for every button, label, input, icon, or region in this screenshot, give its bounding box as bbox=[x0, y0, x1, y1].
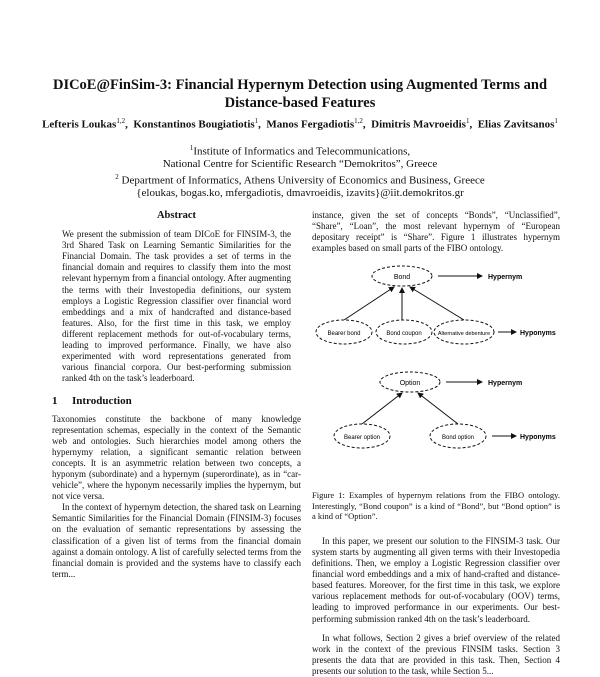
node-label: Bond option bbox=[441, 435, 475, 442]
figure-1 bbox=[312, 262, 560, 484]
author-affiliation-mark: 1 bbox=[254, 117, 259, 125]
author-name: Manos Fergadiotis bbox=[266, 118, 355, 131]
figure-caption: Figure 1: Examples of hypernym relations from the FIBO ontology. Interestingly, “Bond coupon” is a kind of “Bond”, but “Bond option” is a kind of “Option”. bbox=[312, 490, 560, 522]
author-affiliation-mark: 1,2 bbox=[116, 117, 126, 125]
author-name: Elias Zavitsanos bbox=[477, 118, 555, 131]
section-number: 1 bbox=[52, 395, 58, 408]
affiliations bbox=[40, 142, 560, 200]
hypernym-label: Hypernym bbox=[488, 274, 523, 282]
bond-tree bbox=[316, 266, 556, 344]
hypernym-diagram bbox=[312, 262, 560, 484]
author-emails: {eloukas, bogas.ko, mfergadiotis, dmavroeidis, izavits}@iit.demokritos.gr bbox=[136, 187, 464, 200]
section-heading bbox=[52, 396, 301, 407]
hyponym-label: Hyponyms bbox=[520, 434, 556, 442]
author-name: Konstantinos Bougiatiotis bbox=[133, 118, 255, 131]
intro-paragraph: Taxonomies constitute the backbone of many knowledge representation schemas, especially in the context of the Semantic web and ontologies. Such hierarchies model among others the hypernymy relation, a significant semantic relation between concepts. It is an asymmetric relation between two concepts, a hyponym (subordinate) and a hypernym (superordinate), as in “car-vehicle”, where the hyponym necessarily implies the hypernym, but not vice versa. bbox=[52, 413, 301, 502]
body-paragraph: In this paper, we present our solution to the FINSIM-3 task. Our system starts by augmenting all given terms with their Investopedia definitions. Then, we employ a Logistic Regression classifier over financial word embeddings and a mix of hand-crafted and distance-based features. Moreover, for the first time in this task, we explore various replacement methods for out-of-vocabulary (OOV) terms, leading to improved performance in our experiments. Our best-performing submission ranked 4th on the task’s leaderboard. bbox=[312, 535, 560, 624]
intro-paragraph: In the context of hypernym detection, the shared task on Learning Semantic Similarities for the Financial Domain (FINSIM-3) focuses on the evaluation of semantic representations by assessing the classification of a given list of terms from the financial domain against a domain ontology. A list of carefully selected terms from the financial domain is provided and the systems have to classify each term... bbox=[52, 502, 301, 579]
paper-title: DICoE@FinSim-3: Financial Hypernym Detection using Augmented Terms and Distance-based Features bbox=[52, 77, 548, 111]
affiliation-line: National Centre for Scientific Research “Demokritos”, Greece bbox=[162, 158, 438, 171]
affiliation-mark: 2 bbox=[115, 172, 119, 181]
body-paragraph: instance, given the set of concepts “Bonds”, “Unclassified”, “Share”, “Loan”, the most relevant hypernym of “European depositary receipt” is “Share”. Figure 1 illustrates hypernym examples based on small parts of the FIBO ontology. bbox=[312, 210, 560, 254]
arrow bbox=[344, 287, 394, 320]
author-affiliation-mark: 1 bbox=[465, 117, 470, 125]
arrow bbox=[362, 393, 402, 424]
affiliation-line: Department of Informatics, Athens University of Economics and Business, Greece bbox=[121, 174, 485, 187]
node-label: Bond coupon bbox=[386, 331, 422, 338]
hyponym-label: Hyponyms bbox=[520, 330, 556, 338]
section-title: Introduction bbox=[72, 395, 132, 408]
node-label: Alternative debenture bbox=[437, 331, 491, 338]
author-list: Lefteris Loukas$^{1,2}$, Konstantinos Bougiatiotis$^1$, Manos Fergadiotis$^{1,2}$, Dimitris Mavroeidis$^1$, Elias Zavitsanos$^1$ bbox=[42, 117, 558, 131]
hypernym-label: Hypernym bbox=[488, 380, 523, 388]
node-label: Bearer option bbox=[343, 435, 381, 442]
node-label: Bearer bond bbox=[327, 331, 361, 338]
arrow bbox=[410, 287, 464, 320]
node-label: Option bbox=[399, 380, 421, 388]
author-affiliation-mark: 1,2 bbox=[354, 117, 363, 125]
affiliation-mark: 1 bbox=[189, 144, 194, 152]
arrow bbox=[418, 393, 458, 424]
abstract-heading: Abstract bbox=[156, 210, 197, 221]
affiliation-line: Institute of Informatics and Telecommunications, bbox=[193, 145, 411, 158]
node-label: Bond bbox=[393, 274, 411, 282]
left-column bbox=[52, 210, 301, 580]
author-name: Dimitris Mavroeidis bbox=[371, 118, 466, 131]
option-tree bbox=[334, 372, 556, 448]
abstract-text: We present the submission of team DICoE for FINSIM-3, the 3rd Shared Task on Learning Semantic Similarities for the Financial Domain. The task provides a set of terms in the financial domain and requires to classify them into the most relevant hypernym from a financial ontology. After augmenting the terms with their Investopedia definitions, our system employs a Logistic Regression classifier over financial word embeddings and a mix of handcrafted and distance-based features. Also, for the first time in this task, we employ different replacement methods for out-of-vocabulary terms, leading to improved performance. Finally, we have also experimented with word representations generated from various financial corpora. Our best-performing submission ranked 4th on the task’s leaderboard. bbox=[62, 229, 291, 384]
right-column bbox=[312, 210, 560, 677]
body-paragraph: In what follows, Section 2 gives a brief overview of the related work in the context of the previous FINSIM tasks. Section 3 presents the data that are provided in this task. Then, Section 4 presents our solution to the task, while Section 5... bbox=[312, 632, 560, 676]
author-affiliation-mark: 1 bbox=[554, 117, 558, 125]
author-name: Lefteris Loukas bbox=[42, 118, 117, 131]
